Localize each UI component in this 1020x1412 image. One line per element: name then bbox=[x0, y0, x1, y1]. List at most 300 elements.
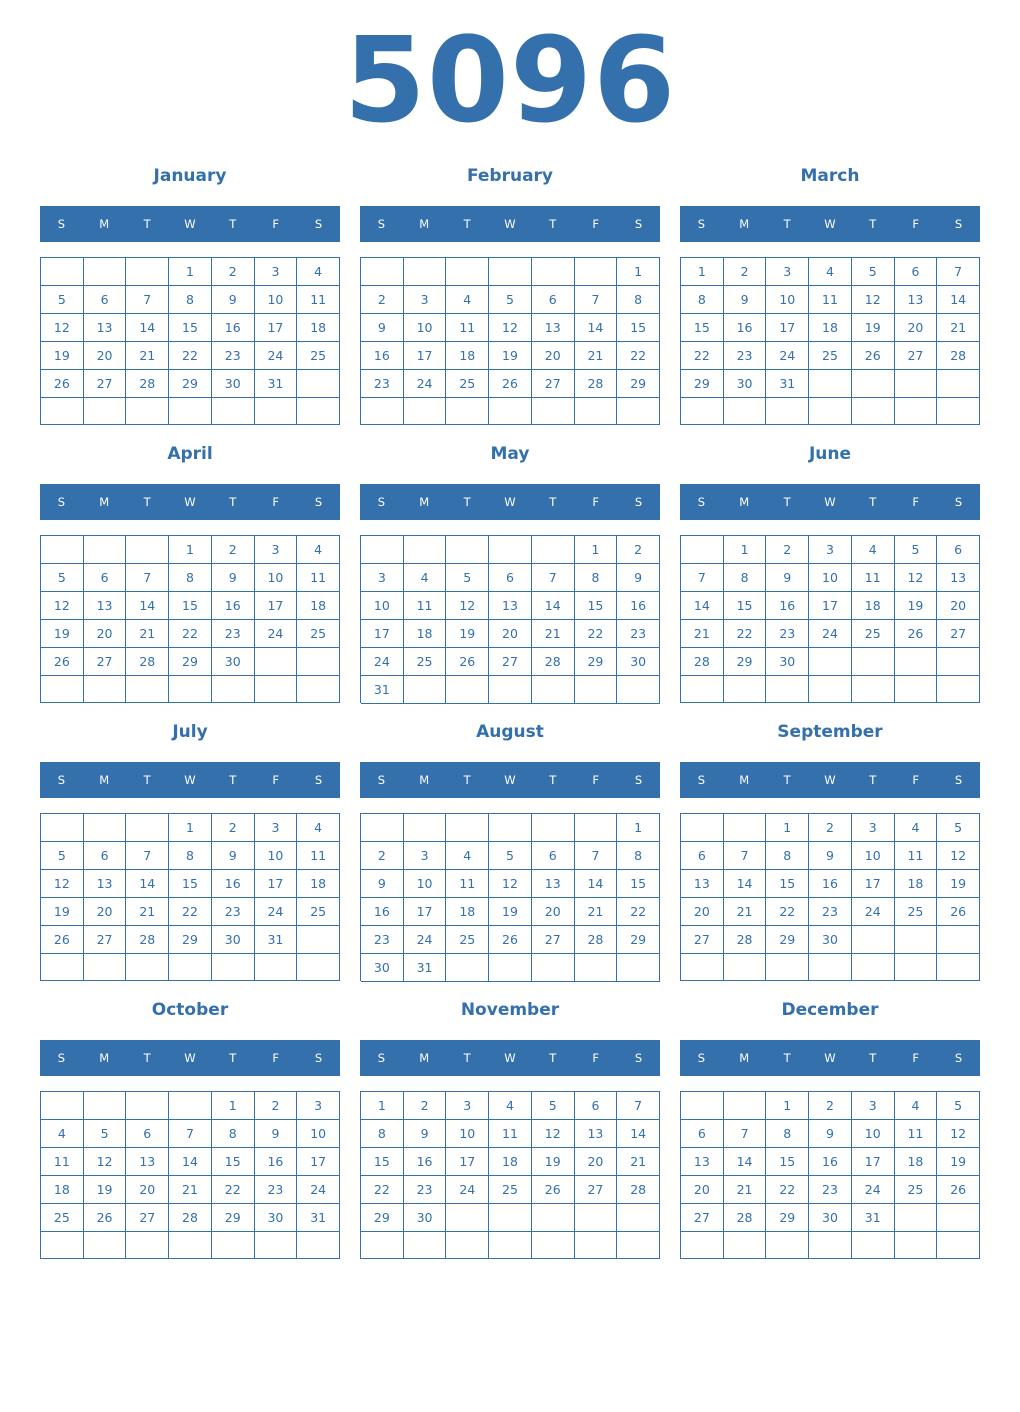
empty-cell bbox=[126, 1092, 169, 1120]
day-cell: 11 bbox=[297, 286, 340, 314]
weekday-label: T bbox=[549, 1051, 557, 1065]
day-cell: 24 bbox=[255, 898, 298, 926]
weekday-label: T bbox=[549, 217, 557, 231]
empty-cell bbox=[895, 370, 938, 398]
day-cell: 20 bbox=[84, 898, 127, 926]
day-cell: 6 bbox=[126, 1120, 169, 1148]
weekday-label: T bbox=[143, 773, 151, 787]
empty-cell bbox=[937, 1232, 980, 1259]
day-cell: 19 bbox=[41, 898, 84, 926]
empty-cell bbox=[297, 370, 340, 398]
weekday-label: F bbox=[912, 1051, 919, 1065]
day-cell: 7 bbox=[724, 1120, 767, 1148]
day-cell: 19 bbox=[489, 342, 532, 370]
day-cell: 6 bbox=[575, 1092, 618, 1120]
weekday-label: F bbox=[272, 773, 279, 787]
day-cell: 10 bbox=[404, 870, 447, 898]
day-cell: 2 bbox=[361, 842, 404, 870]
day-cell: 5 bbox=[852, 258, 895, 286]
day-cell: 13 bbox=[489, 592, 532, 620]
day-cell: 8 bbox=[169, 286, 212, 314]
weekday-label: W bbox=[824, 1051, 836, 1065]
day-cell: 17 bbox=[404, 342, 447, 370]
day-cell: 9 bbox=[809, 1120, 852, 1148]
day-cell: 15 bbox=[169, 592, 212, 620]
empty-cell bbox=[212, 676, 255, 703]
day-cell: 13 bbox=[532, 314, 575, 342]
weekday-header bbox=[40, 206, 340, 242]
month-april bbox=[40, 441, 340, 711]
weekday-label: M bbox=[419, 1051, 430, 1065]
weekday-header bbox=[680, 762, 980, 798]
day-cell: 5 bbox=[41, 286, 84, 314]
day-cell: 23 bbox=[212, 620, 255, 648]
day-cell: 30 bbox=[255, 1204, 298, 1232]
day-cell: 1 bbox=[681, 258, 724, 286]
empty-cell bbox=[852, 676, 895, 703]
empty-cell bbox=[489, 814, 532, 842]
weekday-label: S bbox=[57, 773, 66, 787]
empty-cell bbox=[681, 1092, 724, 1120]
empty-cell bbox=[41, 398, 84, 425]
weekday-label: T bbox=[869, 217, 877, 231]
month-name: February bbox=[466, 166, 554, 186]
day-cell: 24 bbox=[361, 648, 404, 676]
empty-cell bbox=[446, 954, 489, 982]
day-cell: 18 bbox=[297, 592, 340, 620]
day-cell: 3 bbox=[446, 1092, 489, 1120]
day-cell: 7 bbox=[126, 842, 169, 870]
day-cell: 26 bbox=[895, 620, 938, 648]
day-cell: 8 bbox=[766, 842, 809, 870]
weekday-label: S bbox=[377, 217, 386, 231]
weekday-label: W bbox=[184, 495, 196, 509]
day-cell: 8 bbox=[361, 1120, 404, 1148]
empty-cell bbox=[41, 814, 84, 842]
empty-cell bbox=[404, 258, 447, 286]
day-cell: 25 bbox=[809, 342, 852, 370]
day-cell: 27 bbox=[84, 370, 127, 398]
day-cell: 5 bbox=[489, 286, 532, 314]
empty-cell bbox=[41, 1232, 84, 1259]
day-cell: 29 bbox=[361, 1204, 404, 1232]
day-cell: 25 bbox=[297, 342, 340, 370]
empty-cell bbox=[489, 398, 532, 425]
weekday-label: S bbox=[57, 1051, 66, 1065]
day-grid bbox=[40, 813, 340, 981]
day-cell: 24 bbox=[852, 1176, 895, 1204]
day-cell: 3 bbox=[809, 536, 852, 564]
day-grid bbox=[680, 813, 980, 981]
weekday-label: W bbox=[184, 217, 196, 231]
weekday-header bbox=[40, 1040, 340, 1076]
weekday-label: T bbox=[869, 1051, 877, 1065]
empty-cell bbox=[169, 1092, 212, 1120]
empty-cell bbox=[852, 954, 895, 981]
day-cell: 28 bbox=[126, 370, 169, 398]
empty-cell bbox=[126, 1232, 169, 1259]
day-cell: 2 bbox=[255, 1092, 298, 1120]
day-cell: 31 bbox=[255, 370, 298, 398]
empty-cell bbox=[724, 398, 767, 425]
weekday-label: S bbox=[57, 217, 66, 231]
weekday-label: T bbox=[549, 495, 557, 509]
day-cell: 12 bbox=[41, 870, 84, 898]
day-cell: 13 bbox=[126, 1148, 169, 1176]
empty-cell bbox=[361, 536, 404, 564]
month-february bbox=[360, 163, 660, 433]
empty-cell bbox=[617, 398, 660, 425]
day-cell: 22 bbox=[361, 1176, 404, 1204]
day-cell: 23 bbox=[766, 620, 809, 648]
empty-cell bbox=[532, 1204, 575, 1232]
weekday-header bbox=[680, 206, 980, 242]
day-cell: 21 bbox=[937, 314, 980, 342]
day-cell: 1 bbox=[361, 1092, 404, 1120]
day-cell: 26 bbox=[489, 370, 532, 398]
day-cell: 1 bbox=[169, 536, 212, 564]
day-cell: 13 bbox=[532, 870, 575, 898]
day-cell: 23 bbox=[361, 370, 404, 398]
day-cell: 31 bbox=[297, 1204, 340, 1232]
day-cell: 2 bbox=[766, 536, 809, 564]
empty-cell bbox=[404, 1232, 447, 1259]
month-november bbox=[360, 997, 660, 1267]
day-cell: 30 bbox=[361, 954, 404, 982]
empty-cell bbox=[255, 648, 298, 676]
day-cell: 30 bbox=[404, 1204, 447, 1232]
weekday-label: T bbox=[869, 773, 877, 787]
day-cell: 1 bbox=[575, 536, 618, 564]
day-cell: 30 bbox=[809, 926, 852, 954]
month-october bbox=[40, 997, 340, 1267]
day-cell: 28 bbox=[126, 648, 169, 676]
day-cell: 9 bbox=[212, 286, 255, 314]
day-cell: 21 bbox=[126, 342, 169, 370]
day-cell: 20 bbox=[681, 898, 724, 926]
day-cell: 12 bbox=[41, 592, 84, 620]
day-grid bbox=[360, 1091, 660, 1259]
weekday-label: T bbox=[783, 495, 791, 509]
day-grid bbox=[680, 257, 980, 425]
day-cell: 26 bbox=[937, 898, 980, 926]
weekday-label: S bbox=[634, 495, 643, 509]
day-cell: 13 bbox=[681, 1148, 724, 1176]
day-cell: 26 bbox=[489, 926, 532, 954]
empty-cell bbox=[809, 648, 852, 676]
weekday-label: W bbox=[184, 1051, 196, 1065]
day-cell: 13 bbox=[84, 870, 127, 898]
empty-cell bbox=[532, 536, 575, 564]
day-cell: 24 bbox=[404, 926, 447, 954]
day-cell: 26 bbox=[41, 370, 84, 398]
day-cell: 25 bbox=[895, 1176, 938, 1204]
day-cell: 5 bbox=[937, 814, 980, 842]
weekday-label: S bbox=[377, 773, 386, 787]
day-cell: 19 bbox=[446, 620, 489, 648]
day-cell: 3 bbox=[297, 1092, 340, 1120]
year-title: 5096 bbox=[343, 11, 677, 149]
day-cell: 4 bbox=[895, 1092, 938, 1120]
empty-cell bbox=[809, 1232, 852, 1259]
day-cell: 27 bbox=[681, 1204, 724, 1232]
day-cell: 28 bbox=[937, 342, 980, 370]
empty-cell bbox=[681, 814, 724, 842]
empty-cell bbox=[575, 398, 618, 425]
day-cell: 4 bbox=[489, 1092, 532, 1120]
day-cell: 6 bbox=[84, 286, 127, 314]
empty-cell bbox=[126, 398, 169, 425]
day-cell: 14 bbox=[937, 286, 980, 314]
day-cell: 13 bbox=[84, 314, 127, 342]
day-cell: 14 bbox=[575, 314, 618, 342]
day-cell: 15 bbox=[212, 1148, 255, 1176]
empty-cell bbox=[41, 954, 84, 981]
weekday-label: F bbox=[912, 495, 919, 509]
empty-cell bbox=[617, 1204, 660, 1232]
day-cell: 7 bbox=[575, 842, 618, 870]
weekday-label: T bbox=[463, 495, 471, 509]
empty-cell bbox=[255, 398, 298, 425]
day-cell: 2 bbox=[212, 814, 255, 842]
day-cell: 12 bbox=[895, 564, 938, 592]
day-cell: 14 bbox=[724, 1148, 767, 1176]
empty-cell bbox=[404, 536, 447, 564]
day-cell: 8 bbox=[766, 1120, 809, 1148]
empty-cell bbox=[212, 954, 255, 981]
empty-cell bbox=[895, 1232, 938, 1259]
day-cell: 31 bbox=[404, 954, 447, 982]
day-cell: 10 bbox=[297, 1120, 340, 1148]
day-cell: 26 bbox=[532, 1176, 575, 1204]
weekday-header bbox=[680, 1040, 980, 1076]
weekday-label: S bbox=[954, 773, 963, 787]
day-cell: 14 bbox=[126, 314, 169, 342]
empty-cell bbox=[446, 676, 489, 704]
empty-cell bbox=[404, 814, 447, 842]
day-cell: 19 bbox=[489, 898, 532, 926]
day-cell: 27 bbox=[489, 648, 532, 676]
month-march bbox=[680, 163, 980, 433]
day-cell: 15 bbox=[575, 592, 618, 620]
day-cell: 18 bbox=[404, 620, 447, 648]
day-cell: 27 bbox=[126, 1204, 169, 1232]
day-cell: 29 bbox=[766, 926, 809, 954]
empty-cell bbox=[84, 536, 127, 564]
empty-cell bbox=[361, 398, 404, 425]
weekday-header bbox=[680, 484, 980, 520]
empty-cell bbox=[84, 258, 127, 286]
weekday-label: M bbox=[739, 773, 750, 787]
day-cell: 1 bbox=[169, 814, 212, 842]
day-cell: 5 bbox=[489, 842, 532, 870]
day-cell: 22 bbox=[617, 342, 660, 370]
day-cell: 31 bbox=[255, 926, 298, 954]
weekday-label: F bbox=[592, 495, 599, 509]
empty-cell bbox=[41, 676, 84, 703]
empty-cell bbox=[404, 398, 447, 425]
day-cell: 22 bbox=[169, 342, 212, 370]
day-cell: 14 bbox=[575, 870, 618, 898]
day-cell: 3 bbox=[404, 286, 447, 314]
weekday-label: T bbox=[463, 217, 471, 231]
empty-cell bbox=[126, 676, 169, 703]
month-name: July bbox=[172, 722, 208, 742]
empty-cell bbox=[852, 1232, 895, 1259]
day-cell: 8 bbox=[212, 1120, 255, 1148]
empty-cell bbox=[255, 1232, 298, 1259]
day-cell: 7 bbox=[681, 564, 724, 592]
day-cell: 4 bbox=[297, 814, 340, 842]
day-cell: 6 bbox=[681, 1120, 724, 1148]
empty-cell bbox=[212, 398, 255, 425]
day-cell: 12 bbox=[532, 1120, 575, 1148]
day-cell: 27 bbox=[84, 926, 127, 954]
weekday-label: M bbox=[419, 495, 430, 509]
day-cell: 2 bbox=[361, 286, 404, 314]
month-name: June bbox=[808, 444, 852, 464]
day-cell: 29 bbox=[212, 1204, 255, 1232]
day-cell: 1 bbox=[724, 536, 767, 564]
empty-cell bbox=[681, 954, 724, 981]
day-cell: 17 bbox=[809, 592, 852, 620]
day-cell: 11 bbox=[446, 870, 489, 898]
day-cell: 21 bbox=[575, 342, 618, 370]
day-cell: 8 bbox=[617, 842, 660, 870]
day-cell: 21 bbox=[126, 898, 169, 926]
weekday-label: S bbox=[697, 217, 706, 231]
weekday-label: F bbox=[592, 773, 599, 787]
month-june bbox=[680, 441, 980, 711]
day-cell: 23 bbox=[809, 898, 852, 926]
day-cell: 18 bbox=[446, 898, 489, 926]
day-cell: 7 bbox=[126, 286, 169, 314]
day-cell: 19 bbox=[41, 342, 84, 370]
day-cell: 11 bbox=[895, 842, 938, 870]
empty-cell bbox=[532, 676, 575, 704]
day-cell: 18 bbox=[895, 870, 938, 898]
empty-cell bbox=[724, 954, 767, 981]
day-grid bbox=[40, 257, 340, 425]
day-cell: 24 bbox=[297, 1176, 340, 1204]
day-cell: 18 bbox=[809, 314, 852, 342]
empty-cell bbox=[895, 1204, 938, 1232]
day-cell: 22 bbox=[169, 620, 212, 648]
day-cell: 8 bbox=[681, 286, 724, 314]
empty-cell bbox=[852, 648, 895, 676]
day-cell: 9 bbox=[617, 564, 660, 592]
day-cell: 29 bbox=[169, 370, 212, 398]
day-cell: 29 bbox=[617, 926, 660, 954]
weekday-label: M bbox=[739, 1051, 750, 1065]
empty-cell bbox=[617, 1232, 660, 1259]
month-name: December bbox=[781, 1000, 879, 1020]
weekday-label: S bbox=[634, 1051, 643, 1065]
day-cell: 24 bbox=[852, 898, 895, 926]
day-cell: 16 bbox=[255, 1148, 298, 1176]
weekday-label: S bbox=[954, 495, 963, 509]
empty-cell bbox=[575, 258, 618, 286]
day-grid bbox=[360, 535, 660, 703]
empty-cell bbox=[809, 676, 852, 703]
day-cell: 10 bbox=[255, 286, 298, 314]
day-cell: 9 bbox=[724, 286, 767, 314]
day-cell: 20 bbox=[532, 898, 575, 926]
day-cell: 25 bbox=[404, 648, 447, 676]
day-cell: 29 bbox=[617, 370, 660, 398]
empty-cell bbox=[895, 648, 938, 676]
day-cell: 28 bbox=[126, 926, 169, 954]
day-cell: 3 bbox=[255, 536, 298, 564]
weekday-label: S bbox=[634, 773, 643, 787]
empty-cell bbox=[809, 398, 852, 425]
day-cell: 21 bbox=[532, 620, 575, 648]
day-cell: 24 bbox=[446, 1176, 489, 1204]
empty-cell bbox=[404, 676, 447, 704]
empty-cell bbox=[489, 954, 532, 982]
weekday-label: M bbox=[419, 773, 430, 787]
day-cell: 20 bbox=[489, 620, 532, 648]
day-cell: 12 bbox=[489, 870, 532, 898]
empty-cell bbox=[489, 676, 532, 704]
day-cell: 4 bbox=[297, 258, 340, 286]
weekday-label: W bbox=[824, 495, 836, 509]
day-cell: 17 bbox=[404, 898, 447, 926]
day-cell: 5 bbox=[41, 842, 84, 870]
weekday-label: T bbox=[783, 217, 791, 231]
empty-cell bbox=[895, 398, 938, 425]
empty-cell bbox=[766, 1232, 809, 1259]
day-grid bbox=[40, 1091, 340, 1259]
day-cell: 4 bbox=[41, 1120, 84, 1148]
day-cell: 5 bbox=[84, 1120, 127, 1148]
day-cell: 16 bbox=[617, 592, 660, 620]
empty-cell bbox=[766, 398, 809, 425]
empty-cell bbox=[532, 954, 575, 982]
empty-cell bbox=[724, 814, 767, 842]
day-cell: 11 bbox=[297, 564, 340, 592]
day-cell: 27 bbox=[937, 620, 980, 648]
day-cell: 12 bbox=[852, 286, 895, 314]
day-grid bbox=[360, 813, 660, 981]
day-cell: 28 bbox=[575, 926, 618, 954]
day-grid bbox=[360, 257, 660, 425]
day-cell: 6 bbox=[532, 842, 575, 870]
day-cell: 14 bbox=[126, 592, 169, 620]
day-cell: 10 bbox=[255, 842, 298, 870]
empty-cell bbox=[681, 398, 724, 425]
weekday-label: M bbox=[99, 1051, 110, 1065]
empty-cell bbox=[681, 676, 724, 703]
weekday-label: W bbox=[504, 1051, 516, 1065]
empty-cell bbox=[852, 370, 895, 398]
day-cell: 8 bbox=[724, 564, 767, 592]
day-cell: 10 bbox=[404, 314, 447, 342]
day-cell: 7 bbox=[617, 1092, 660, 1120]
empty-cell bbox=[489, 258, 532, 286]
weekday-label: S bbox=[314, 495, 323, 509]
day-cell: 15 bbox=[617, 314, 660, 342]
day-cell: 13 bbox=[937, 564, 980, 592]
empty-cell bbox=[681, 536, 724, 564]
weekday-label: T bbox=[229, 1051, 237, 1065]
day-cell: 22 bbox=[575, 620, 618, 648]
day-grid bbox=[40, 535, 340, 703]
empty-cell bbox=[84, 954, 127, 981]
day-cell: 30 bbox=[212, 370, 255, 398]
day-cell: 1 bbox=[766, 1092, 809, 1120]
day-cell: 20 bbox=[681, 1176, 724, 1204]
